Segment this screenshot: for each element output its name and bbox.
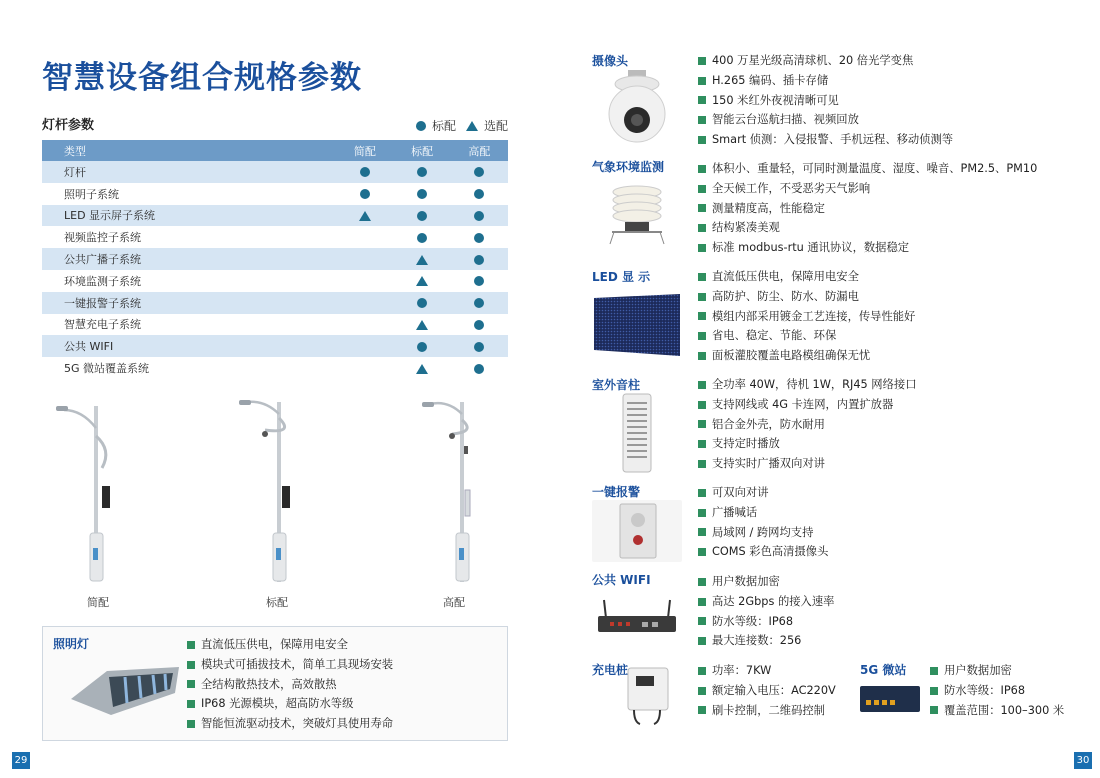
table-cell-config: [393, 314, 450, 336]
standard-dot-icon: [416, 121, 426, 131]
bullet-square-icon: [698, 420, 706, 428]
bullet-square-icon: [698, 440, 706, 448]
list-item: [930, 661, 1064, 681]
table-row: [42, 226, 508, 248]
list-item-text: 支持网线或 4G 卡连网，内置扩放器: [712, 397, 894, 411]
table-header-row: [42, 140, 508, 161]
table-cell-config: [451, 161, 508, 183]
table-cell-config: [451, 205, 508, 227]
table-cell-config: [336, 226, 393, 248]
list-item: [698, 503, 828, 523]
bullet-square-icon: [698, 489, 706, 497]
bullet-square-icon: [698, 204, 706, 212]
table-cell-config: [393, 183, 450, 205]
right-page: [550, 0, 1100, 778]
list-item: [698, 346, 915, 366]
weather-title: 气象环境监测: [592, 160, 665, 174]
table-cell-config: [336, 183, 393, 205]
5g-station-image: [856, 680, 924, 718]
bullet-square-icon: [698, 224, 706, 232]
table-cell-type: 智慧充电子系统: [42, 314, 336, 336]
bullet-square-icon: [698, 332, 706, 340]
table-cell-config: [336, 335, 393, 357]
table-row: [42, 161, 508, 183]
table-cell-type: 环境监测子系统: [42, 270, 336, 292]
weather-feature-list: [698, 159, 1037, 258]
table-cell-config: [336, 270, 393, 292]
table-cell-config: [393, 357, 450, 379]
list-item: [698, 542, 828, 562]
standard-dot-icon: [474, 211, 484, 221]
bullet-square-icon: [698, 401, 706, 409]
table-cell-type: 一键报警子系统: [42, 292, 336, 314]
standard-dot-icon: [474, 233, 484, 243]
list-item-text: 全功率 40W，待机 1W，RJ45 网络接口: [712, 378, 917, 391]
table-header-cell: 高配: [451, 140, 508, 161]
list-item-text: 覆盖范围：100–300 米: [944, 703, 1065, 717]
list-item-text: 全天候工作，不受恶劣天气影响: [712, 181, 871, 195]
bullet-square-icon: [698, 244, 706, 252]
list-item: [698, 434, 917, 454]
table-cell-config: [451, 226, 508, 248]
pole-illustrations: [42, 398, 508, 613]
bullet-square-icon: [698, 687, 706, 695]
list-item: [698, 375, 917, 395]
list-item: [698, 681, 836, 701]
table-cell-config: [336, 205, 393, 227]
list-item: [698, 71, 953, 91]
list-item: [187, 694, 393, 714]
standard-dot-icon: [474, 255, 484, 265]
bullet-square-icon: [698, 312, 706, 320]
bullet-square-icon: [187, 720, 195, 728]
list-item-text: 直流低压供电，保障用电安全: [201, 638, 348, 651]
table-row: [42, 183, 508, 205]
5g-feature-list: [930, 661, 1064, 720]
standard-dot-icon: [417, 189, 427, 199]
list-item: [698, 238, 1037, 258]
table-cell-type: 公共广播子系统: [42, 248, 336, 270]
page-title: 智慧设备组合规格参数: [42, 60, 362, 96]
list-item-text: 测量精度高，性能稳定: [712, 201, 825, 215]
pole-standard-image: [225, 398, 325, 598]
bullet-square-icon: [698, 667, 706, 675]
table-cell-config: [451, 292, 508, 314]
list-item: [187, 635, 393, 655]
alarm-feature-list: [698, 483, 828, 562]
optional-triangle-icon: [416, 276, 428, 286]
list-item-text: 可双向对讲: [712, 486, 769, 499]
list-item-text: 刷卡控制，二维码控制: [712, 703, 825, 717]
standard-dot-icon: [474, 320, 484, 330]
table-header-cell: 简配: [336, 140, 393, 161]
bullet-square-icon: [698, 509, 706, 517]
optional-triangle-icon: [416, 320, 428, 330]
standard-dot-icon: [360, 189, 370, 199]
table-cell-config: [393, 226, 450, 248]
list-item-text: 用户数据加密: [712, 575, 780, 588]
list-item-text: 模块式可插拔技术，简单工具现场安装: [201, 657, 394, 671]
bullet-square-icon: [187, 700, 195, 708]
table-row: [42, 292, 508, 314]
bullet-square-icon: [698, 273, 706, 281]
wifi-feature-list: [698, 572, 834, 651]
table-cell-type: 5G 微站覆盖系统: [42, 357, 336, 379]
optional-triangle-icon: [359, 211, 371, 221]
list-item: [698, 483, 828, 503]
bullet-square-icon: [698, 381, 706, 389]
list-item: [930, 681, 1064, 701]
list-item-text: 功率：7KW: [712, 664, 772, 677]
table-header-cell: 标配: [393, 140, 450, 161]
list-item-text: 铝合金外壳，防水耐用: [712, 417, 825, 431]
bullet-square-icon: [930, 687, 938, 695]
led-feature-list: [698, 267, 915, 366]
table-cell-config: [393, 248, 450, 270]
weather-station-image: [592, 180, 682, 246]
table-cell-type: 公共 WIFI: [42, 335, 336, 357]
speaker-feature-list: [698, 375, 917, 474]
list-item-text: 150 米红外夜视清晰可见: [712, 93, 839, 107]
list-item: [698, 218, 1037, 238]
table-cell-config: [451, 357, 508, 379]
wifi-title: 公共 WIFI: [592, 573, 651, 587]
bullet-square-icon: [698, 185, 706, 193]
alarm-panel-image: [592, 500, 682, 562]
wifi-router-image: [592, 596, 682, 638]
bullet-square-icon: [930, 667, 938, 675]
list-item-text: 防水等级：IP68: [944, 683, 1026, 697]
list-item: [698, 631, 834, 651]
charger-image: [620, 664, 680, 726]
bullet-square-icon: [187, 661, 195, 669]
table-row: [42, 314, 508, 336]
lamp-feature-list: [187, 635, 393, 734]
bullet-square-icon: [698, 706, 706, 714]
page-number: 29: [12, 752, 30, 769]
charger-feature-list: [698, 661, 836, 720]
table-row: [42, 205, 508, 227]
bullet-square-icon: [698, 460, 706, 468]
led-display-image: [592, 294, 682, 358]
list-item-text: 用户数据加密: [944, 664, 1012, 677]
bullet-square-icon: [698, 136, 706, 144]
standard-dot-icon: [474, 342, 484, 352]
pole-spec-table: [42, 140, 508, 379]
pole-basic-image: [42, 398, 142, 598]
list-item-text: 省电、稳定、节能、环保: [712, 329, 837, 343]
bullet-square-icon: [698, 293, 706, 301]
list-item: [698, 267, 915, 287]
list-item: [187, 675, 393, 695]
table-cell-type: LED 显示屏子系统: [42, 205, 336, 227]
list-item: [698, 91, 953, 111]
table-cell-config: [451, 314, 508, 336]
list-item-text: 智能恒流驱动技术，突破灯具使用寿命: [201, 717, 394, 731]
camera-title: 摄像头: [592, 54, 629, 68]
list-item-text: IP68 光源模块，超高防水等级: [201, 697, 354, 711]
table-cell-config: [451, 248, 508, 270]
pole-premium-label: 高配: [443, 596, 465, 609]
standard-dot-icon: [417, 167, 427, 177]
table-cell-config: [336, 248, 393, 270]
list-item: [698, 179, 1037, 199]
list-item: [698, 199, 1037, 219]
table-row: [42, 248, 508, 270]
table-cell-config: [336, 314, 393, 336]
list-item: [698, 287, 915, 307]
standard-dot-icon: [474, 167, 484, 177]
lighting-lamp-box: [42, 626, 508, 741]
list-item-text: 支持定时播放: [712, 437, 780, 451]
list-item-text: 广播喊话: [712, 505, 758, 519]
standard-dot-icon: [474, 298, 484, 308]
list-item: [698, 454, 917, 474]
list-item: [698, 130, 953, 150]
table-row: [42, 270, 508, 292]
table-cell-config: [393, 161, 450, 183]
table-row: [42, 335, 508, 357]
camera-feature-list: [698, 51, 953, 150]
bullet-square-icon: [187, 641, 195, 649]
list-item: [698, 572, 834, 592]
list-item-text: H.265 编码、插卡存储: [712, 73, 829, 87]
standard-dot-icon: [417, 298, 427, 308]
pole-standard-label: 标配: [266, 596, 288, 609]
speaker-column-image: [592, 392, 682, 474]
table-cell-config: [451, 335, 508, 357]
led-display-title: LED 显 示: [592, 270, 651, 284]
table-cell-type: 灯杆: [42, 161, 336, 183]
list-item: [698, 307, 915, 327]
optional-triangle-icon: [466, 121, 478, 131]
pole-premium-image: [408, 398, 508, 598]
table-cell-config: [393, 292, 450, 314]
table-cell-config: [393, 205, 450, 227]
list-item-text: 智能云台巡航扫描、视频回放: [712, 113, 859, 127]
list-item-text: Smart 侦测：入侵报警、手机远程、移动侦测等: [712, 133, 954, 147]
list-item: [698, 51, 953, 71]
list-item: [698, 326, 915, 346]
bullet-square-icon: [187, 680, 195, 688]
list-item-text: 全结构散热技术，高效散热: [201, 677, 337, 691]
list-item-text: 模组内部采用镀金工艺连接，传导性能好: [712, 309, 916, 323]
charger-title: 充电桩: [592, 663, 629, 677]
list-item-text: 高防护、防尘、防水、防漏电: [712, 289, 859, 303]
table-row: [42, 357, 508, 379]
table-header-cell: 类型: [42, 140, 336, 161]
list-item-text: 直流低压供电，保障用电安全: [712, 270, 859, 283]
bullet-square-icon: [698, 77, 706, 85]
list-item-text: 最大连接数：256: [712, 634, 802, 648]
bullet-square-icon: [698, 116, 706, 124]
list-item-text: 支持实时广播双向对讲: [712, 457, 825, 471]
list-item: [698, 415, 917, 435]
list-item-text: 额定输入电压：AC220V: [712, 683, 836, 697]
list-item: [187, 655, 393, 675]
table-cell-config: [393, 270, 450, 292]
list-item-text: COMS 彩色高清摄像头: [712, 545, 829, 559]
standard-dot-icon: [417, 211, 427, 221]
bullet-square-icon: [930, 706, 938, 714]
page-number: 30: [1074, 752, 1092, 769]
table-cell-config: [336, 292, 393, 314]
table-cell-config: [393, 335, 450, 357]
list-item-text: 面板灌胶覆盖电路模组确保无忧: [712, 349, 871, 363]
legend: [416, 117, 508, 134]
pole-params-heading: 灯杆参数: [42, 118, 95, 133]
standard-dot-icon: [474, 276, 484, 286]
bullet-square-icon: [698, 528, 706, 536]
street-lamp-image: [67, 659, 185, 721]
list-item-text: 标准 modbus-rtu 通讯协议，数据稳定: [712, 241, 910, 255]
table-cell-config: [451, 183, 508, 205]
list-item: [930, 701, 1064, 721]
legend-optional-label: 选配: [483, 119, 508, 133]
table-cell-type: 照明子系统: [42, 183, 336, 205]
table-cell-config: [336, 357, 393, 379]
list-item: [698, 661, 836, 681]
bullet-square-icon: [698, 598, 706, 606]
list-item: [187, 714, 393, 734]
pole-basic-label: 简配: [87, 596, 109, 609]
speaker-title: 室外音柱: [592, 378, 641, 392]
bullet-square-icon: [698, 548, 706, 556]
bullet-square-icon: [698, 617, 706, 625]
legend-standard-label: 标配: [431, 119, 456, 133]
list-item-text: 高达 2Gbps 的接入速率: [712, 594, 835, 608]
list-item: [698, 523, 828, 543]
list-item: [698, 395, 917, 415]
lamp-title: 照明灯: [53, 637, 90, 651]
table-cell-config: [336, 161, 393, 183]
alarm-title: 一键报警: [592, 485, 641, 499]
list-item: [698, 159, 1037, 179]
bullet-square-icon: [698, 165, 706, 173]
list-item-text: 防水等级：IP68: [712, 614, 794, 628]
standard-dot-icon: [417, 233, 427, 243]
standard-dot-icon: [417, 342, 427, 352]
list-item: [698, 701, 836, 721]
standard-dot-icon: [474, 189, 484, 199]
standard-dot-icon: [360, 167, 370, 177]
list-item-text: 局域网 / 跨网均支持: [712, 525, 814, 539]
bullet-square-icon: [698, 578, 706, 586]
camera-image: [592, 70, 682, 144]
optional-triangle-icon: [416, 255, 428, 265]
list-item-text: 体积小、重量轻，可同时测量温度、湿度、噪音、PM2.5、PM10: [712, 162, 1038, 175]
list-item-text: 400 万星光级高清球机、20 倍光学变焦: [712, 54, 914, 67]
list-item-text: 结构紧凑美观: [712, 221, 780, 235]
5g-station-title: 5G 微站: [860, 663, 907, 677]
list-item: [698, 592, 834, 612]
list-item: [698, 612, 834, 632]
list-item: [698, 110, 953, 130]
optional-triangle-icon: [416, 364, 428, 374]
table-cell-type: 视频监控子系统: [42, 226, 336, 248]
bullet-square-icon: [698, 96, 706, 104]
standard-dot-icon: [474, 364, 484, 374]
table-cell-config: [451, 270, 508, 292]
bullet-square-icon: [698, 57, 706, 65]
bullet-square-icon: [698, 352, 706, 360]
bullet-square-icon: [698, 637, 706, 645]
